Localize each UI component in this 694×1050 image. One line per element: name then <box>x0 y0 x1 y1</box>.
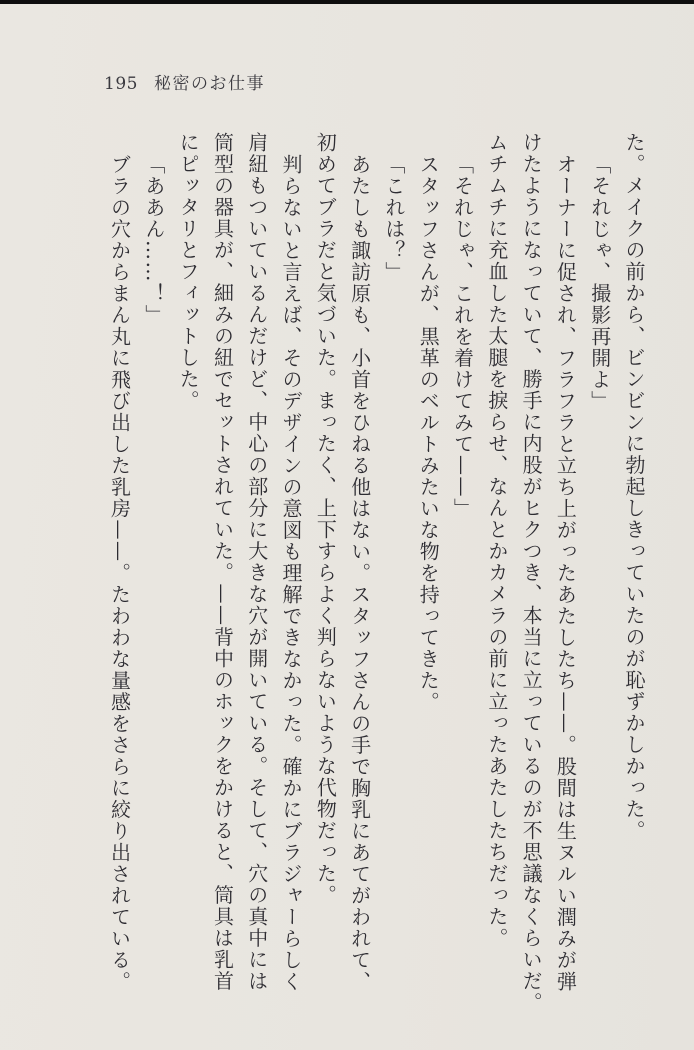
book-title: 秘密のお仕事 <box>153 74 265 94</box>
text-column-6: 「それじゃ、これを着けてみて——」 <box>450 153 475 519</box>
page-number: 195 <box>104 74 138 94</box>
text-column-1: た。メイクの前から、ビンビンに勃起しきっていたのが恥ずかしかった。 <box>622 132 646 842</box>
text-column-3: オーナーに促され、フラフラと立ち上がったあたしたち——。股間は生ヌルい潤みが弾 <box>553 153 578 992</box>
page-top-edge <box>0 0 694 4</box>
running-header <box>104 69 265 94</box>
text-column-14: にピッタリとフィットした。 <box>176 132 201 412</box>
text-column-13: 筒型の器具が、細みの紐でセットされていた。——背中のホックをかけると、筒具は乳首 <box>210 132 235 992</box>
text-column-11: 判らないと言えば、そのデザインの意図も理解できなかった。確かにブラジャーらしく <box>279 153 304 992</box>
text-column-9: あたしも諏訪原も、小首をひねる他はない。スタッフさんの手で胸乳にあてがわれて、 <box>347 153 372 992</box>
text-column-2: 「それじゃ、撮影再開よ」 <box>587 153 612 412</box>
text-column-7: スタッフさんが、黒革のベルトみたいな物を持ってきた。 <box>416 153 441 713</box>
text-column-5: ムチムチに充血した太腿を捩らせ、なんとかカメラの前に立ったあたしたちだった。 <box>484 132 509 949</box>
text-column-4: けたようになっていて、勝手に内股がヒクつき、本当に立っているのが不思議なくらいだ。 <box>519 132 544 1014</box>
text-column-15: 「ああん……！」 <box>141 153 166 326</box>
text-column-10: 初めてブラだと気づいた。まったく、上下すらよく判らないような代物だった。 <box>313 132 338 906</box>
text-column-12: 肩紐もついているんだけど、中心の部分に大きな穴が開いている。そして、穴の真中には <box>244 132 269 992</box>
text-block <box>109 132 644 1022</box>
text-column-16: ブラの穴からまん丸に飛び出した乳房——。たわわな量感をさらに絞り出されている。 <box>107 153 132 992</box>
text-column-8: 「これは？」 <box>381 153 406 283</box>
